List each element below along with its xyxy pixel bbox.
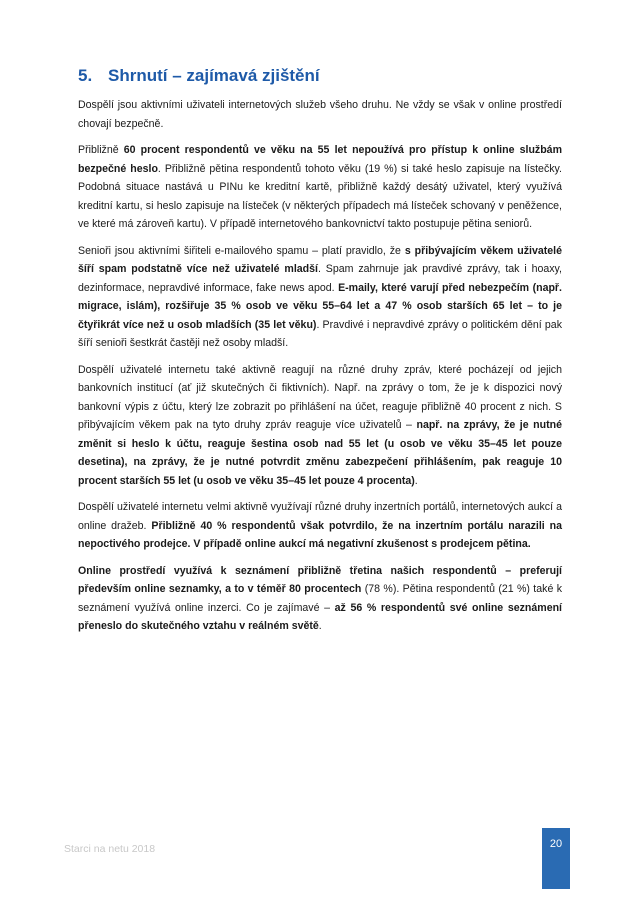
footer-publication-title: Starci na netu 2018 bbox=[64, 843, 156, 855]
body-paragraph bbox=[78, 96, 562, 133]
summary-body bbox=[78, 96, 562, 644]
bold-text-run: 60 procent respondentů ve věku na 55 let nepoužívá pro přístup k online službám bezpečné heslo bbox=[78, 144, 562, 175]
text-run: . Přibližně pětina respondentů tohoto věku (19 %) si také heslo zapisuje na lístečky. Podobná situace nastává u PINu ke kreditní kartě, přibližně každý desátý uživatel, který využívá kreditní kartu, si heslo zapisuje na lísteček (v některých případech má lísteček schovaný v peněžence, ve které má zároveň kartu). V případě internetového bankovnictví takto postupuje pětina seniorů. bbox=[78, 162, 562, 230]
body-paragraph bbox=[78, 361, 562, 491]
bold-text-run: s přibývajícím věkem uživatelé šíří spam podstatně více než uživatelé mladší bbox=[78, 244, 562, 275]
text-run: . bbox=[318, 620, 322, 632]
text-run: Senioři jsou aktivními šiřiteli e-mailového spamu – platí pravidlo, že bbox=[78, 244, 405, 257]
text-run: . Pravdivé i nepravdivé zprávy o politickém dění pak šíří senioři šestkrát častěji než osoby mladší. bbox=[78, 318, 562, 349]
text-run: . Spam zahrnuje jak pravdivé zprávy, tak i hoaxy, dezinformace, nepravdivé informace, fake news apod. bbox=[78, 263, 562, 294]
body-paragraph bbox=[78, 498, 562, 554]
text-run: . bbox=[414, 474, 418, 487]
text-run: Dospělí uživatelé internetu také aktivně reagují na různé druhy zpráv, které pocházejí od jejich bankovních institucí (ať již skutečných či fiktivních). Např. na zprávy o tom, že je k dispozici nový bankovní výpis z účtu, který lze zobrazit po přihlášení na účet, reaguje přibližně 40 procent z nich. S přibývajícím věkem pak na tyto druhy zpráv reaguje více uživatelů – bbox=[78, 363, 562, 431]
section-title: Shrnutí – zajímavá zjištění bbox=[108, 66, 320, 85]
bold-text-run: E-maily, které varují před nebezpečím (např. migrace, islám), rozšiřuje 35 % osob ve věku 55–64 let a 47 % osob starších 65 let – to je čtyřikrát více než u osob mladších (35 let věku) bbox=[78, 281, 562, 331]
body-paragraph bbox=[78, 562, 562, 636]
bold-text-run: Přibližně 40 % respondentů však potvrdilo, že na inzertním portálu narazili na nepoctivého prodejce. V případě online aukcí má negativní zkušenost s prodejcem pětina. bbox=[78, 519, 562, 550]
text-run: Dospělí jsou aktivními uživateli internetových služeb všeho druhu. Ne vždy se však v online prostředí chovají bezpečně. bbox=[78, 99, 562, 130]
section-number: 5. bbox=[78, 66, 93, 85]
body-paragraph bbox=[78, 141, 562, 234]
section-heading bbox=[78, 66, 320, 86]
text-run: Přibližně bbox=[78, 144, 124, 156]
text-run: (78 %). Pětina respondentů (21 %) také k seznámení využívá online inzerci. Co je zajímavé – bbox=[78, 583, 562, 614]
bold-text-run: až 56 % respondentů své online seznámení přeneslo do skutečného vztahu v reálném světě bbox=[78, 601, 562, 632]
page-number-badge bbox=[542, 828, 570, 889]
text-run: Dospělí uživatelé internetu velmi aktivně využívají různé druhy inzertních portálů, internetových aukcí a online dražeb. bbox=[78, 501, 562, 532]
page-number: 20 bbox=[549, 838, 563, 850]
bold-text-run: Online prostředí využívá k seznámení přibližně třetina našich respondentů – preferují především online seznamky, a to v téměř 80 procentech bbox=[78, 564, 562, 595]
bold-text-run: např. na zprávy, že je nutné změnit si heslo k účtu, reaguje šestina osob nad 55 let (u osob ve věku 35–45 let pouze desetina), na zprávy, že je nutné potvrdit změnu zabezpečení přihlášením, pak reaguje 10 procent starších 55 let (u osob ve věku 35–45 let pouze 4 procenta) bbox=[78, 419, 563, 487]
body-paragraph bbox=[78, 242, 562, 353]
